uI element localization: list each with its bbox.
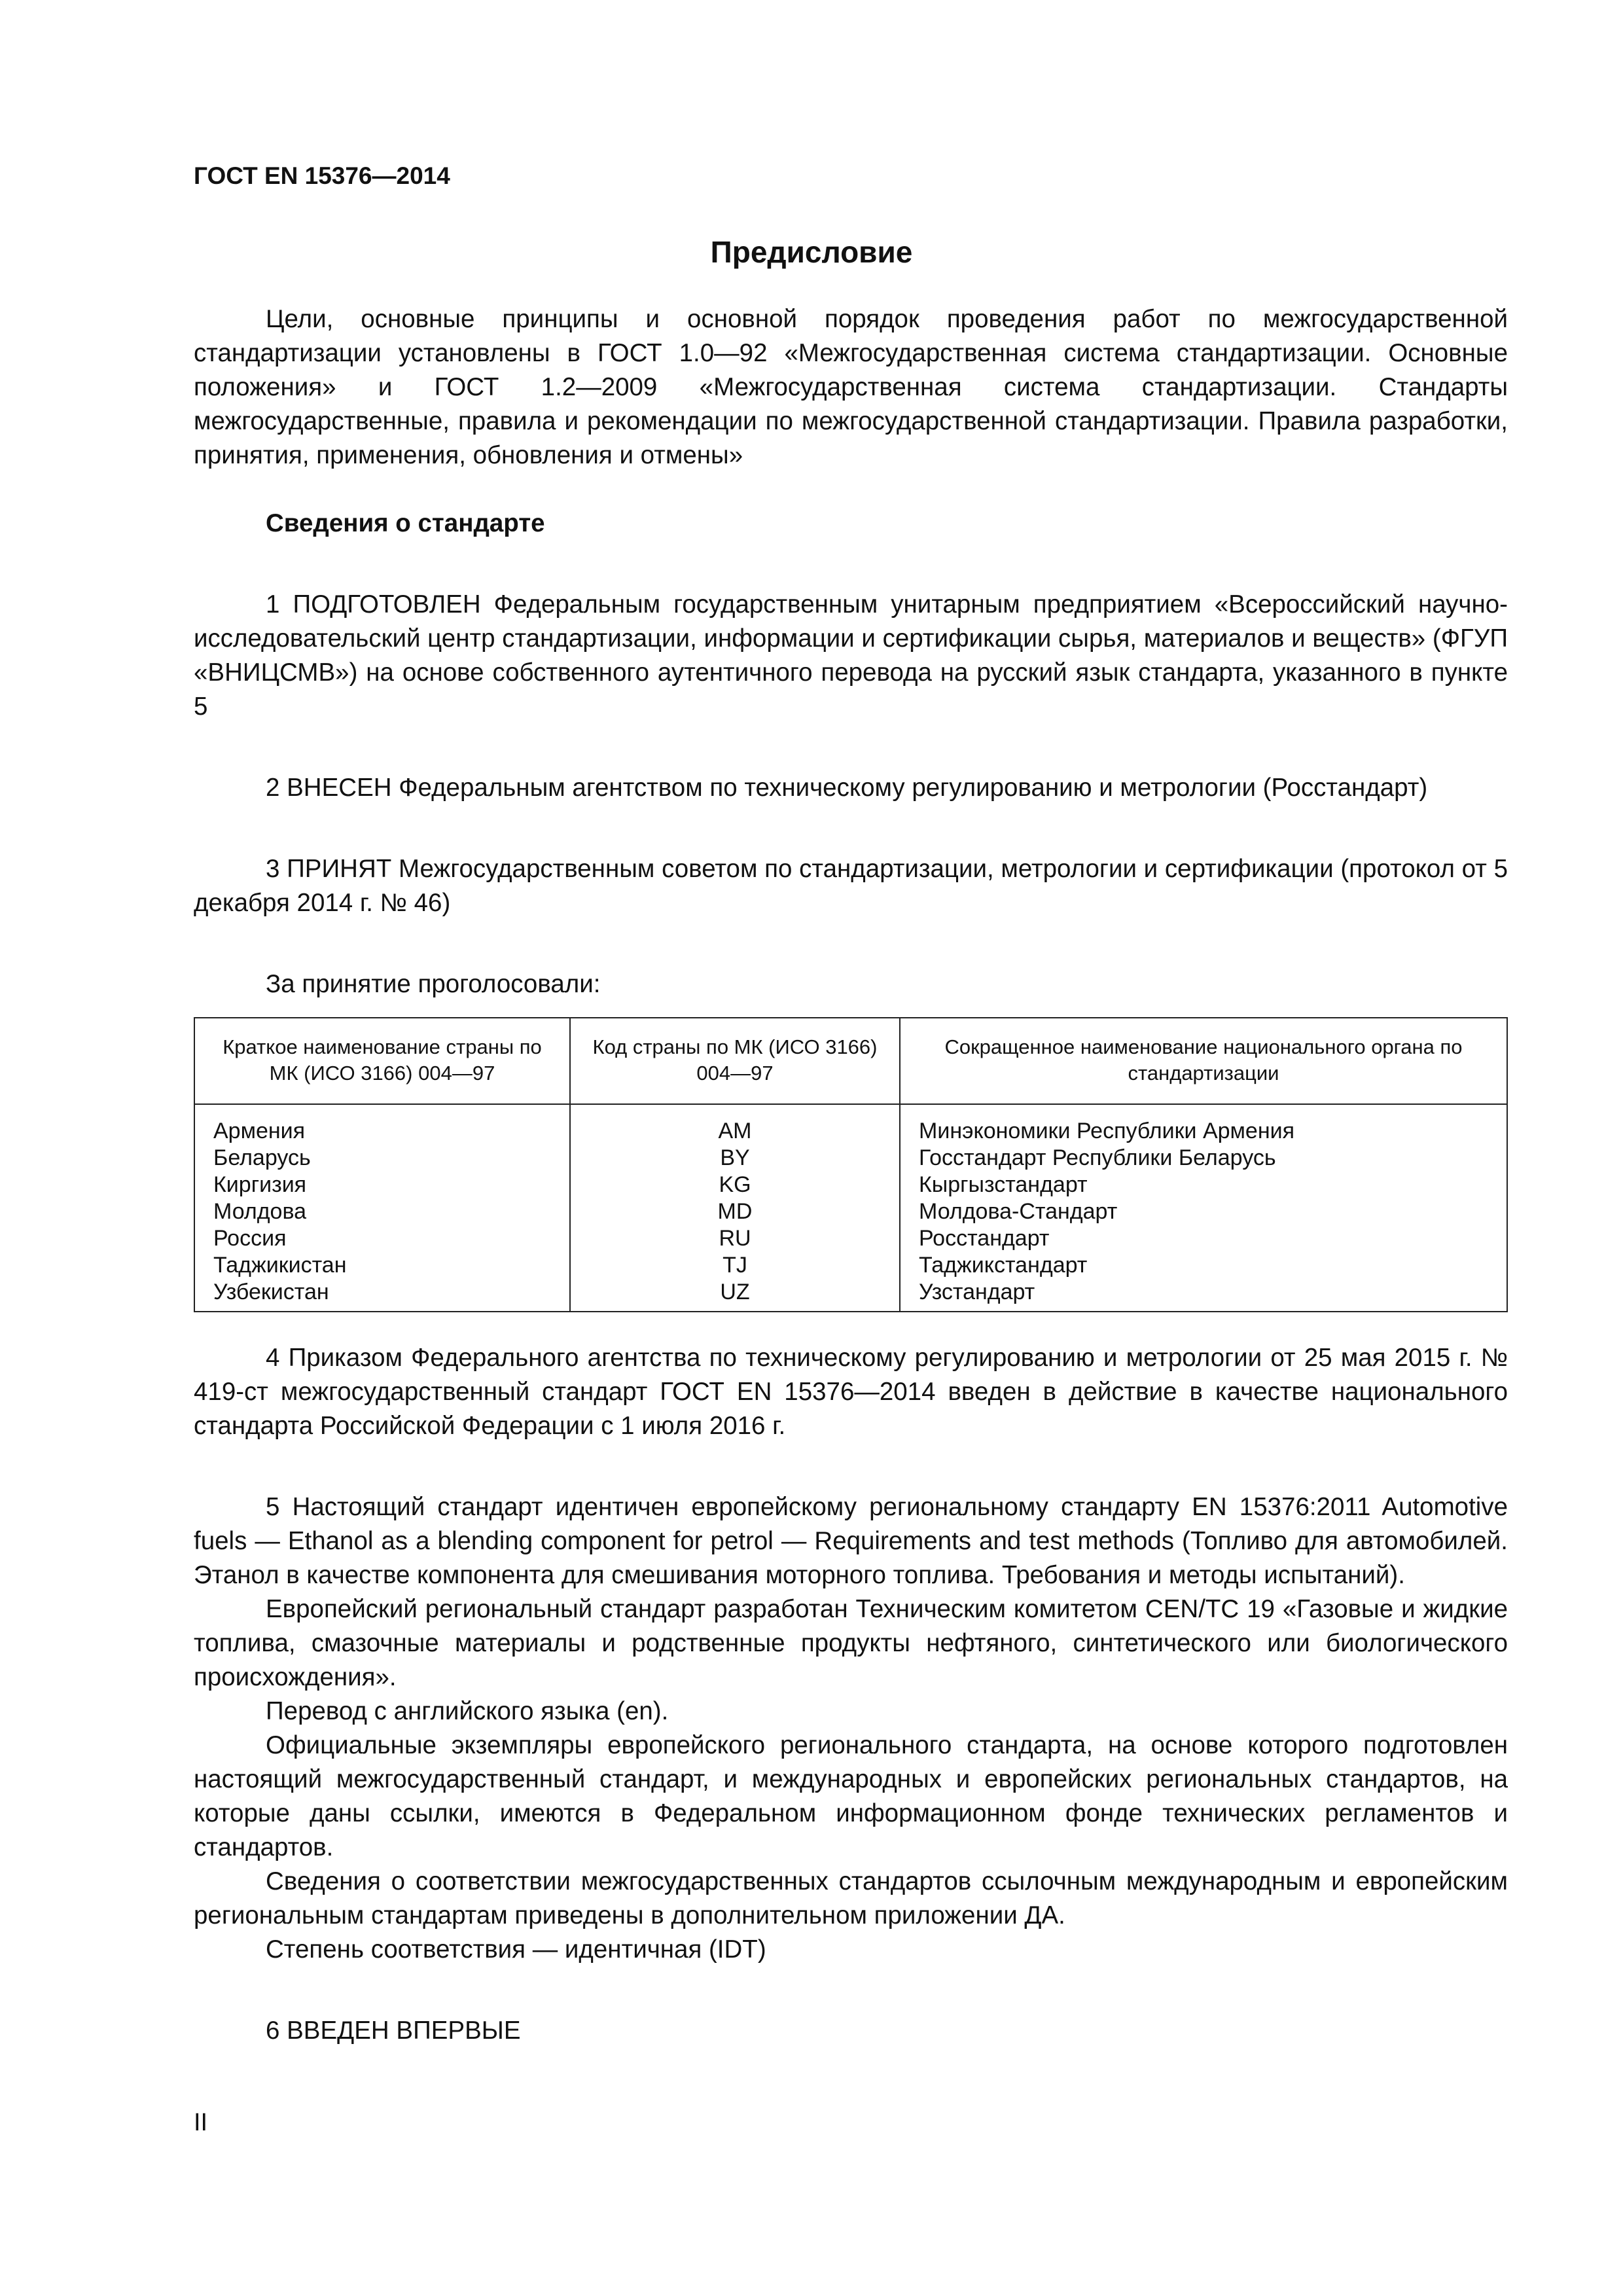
- national-body: Минэкономики Республики Армения: [900, 1104, 1507, 1145]
- document-code-header: ГОСТ EN 15376—2014: [194, 162, 450, 189]
- item-5-paragraph: 5 Настоящий стандарт идентичен европейскому региональному стандарту EN 15376:2011 Automotive fuels — Ethanol as a blending component for petrol — Requirements and test methods (Топливо для автомобилей. Этанол в качестве компонента для смешивания моторного топлива. Требования и методы испытаний).: [194, 1493, 1508, 1589]
- national-body: Таджикстандарт: [900, 1252, 1507, 1279]
- item-4-paragraph: 4 Приказом Федерального агентства по техническому регулированию и метрологии от 25 мая 2015 г. № 419-ст межгосударственный стандарт ГОСТ EN 15376—2014 введен в действие в качестве национального стандарта Российской Федерации с 1 июля 2016 г.: [194, 1344, 1508, 1440]
- table-row: [194, 1198, 1507, 1225]
- foreword-body: [194, 302, 1508, 2048]
- country-name: Молдова: [194, 1198, 570, 1225]
- country-name: Беларусь: [194, 1145, 570, 1172]
- country-code: KG: [570, 1172, 900, 1198]
- country-code: MD: [570, 1198, 900, 1225]
- table-row: [194, 1225, 1507, 1252]
- country-code: UZ: [570, 1279, 900, 1312]
- item-5-translation-note: Перевод с английского языка (en).: [266, 1697, 669, 1725]
- national-body: Узстандарт: [900, 1279, 1507, 1312]
- item-6-paragraph: 6 ВВЕДЕН ВПЕРВЫЕ: [266, 2017, 521, 2045]
- vote-intro: За принятие проголосовали:: [266, 970, 601, 998]
- table-row: [194, 1145, 1507, 1172]
- item-5-origin-paragraph: Европейский региональный стандарт разработан Техническим комитетом CEN/TC 19 «Газовые и жидкие топлива, смазочные материалы и родственные продукты нефтяного, синтетического или биологического происхождения».: [194, 1595, 1508, 1691]
- table-row: [194, 1279, 1507, 1312]
- item-5-conformity-degree: Степень соответствия — идентичная (IDT): [266, 1935, 766, 1964]
- section-heading: Сведения о стандарте: [266, 509, 545, 537]
- country-name: Россия: [194, 1225, 570, 1252]
- country-code: BY: [570, 1145, 900, 1172]
- national-body: Госстандарт Республики Беларусь: [900, 1145, 1507, 1172]
- item-5-correspondence-paragraph: Сведения о соответствии межгосударственных стандартов ссылочным международным и европейским региональным стандартам приведены в дополнительном приложении ДА.: [194, 1867, 1508, 1929]
- country-name: Киргизия: [194, 1172, 570, 1198]
- page-number: II: [194, 2109, 208, 2136]
- voting-table: [194, 1017, 1508, 1312]
- page-title: Предисловие: [710, 235, 913, 269]
- header-national-body: Сокращенное наименование национального органа по стандартизации: [900, 1018, 1507, 1104]
- item-1-paragraph: 1 ПОДГОТОВЛЕН Федеральным государственным унитарным предприятием «Всероссийский научно-исследовательский центр стандартизации, информации и сертификации сырья, материалов и веществ» (ФГУП «ВНИЦСМВ») на основе собственного аутентичного перевода на русский язык стандарта, указанного в пункте 5: [194, 590, 1508, 721]
- item-5-official-copies-paragraph: Официальные экземпляры европейского регионального стандарта, на основе которого подготовлен настоящий межгосударственный стандарт, и международных и европейских региональных стандартов, на которые даны ссылки, имеются в Федеральном информационном фонде технических регламентов и стандартов.: [194, 1731, 1508, 1861]
- country-code: RU: [570, 1225, 900, 1252]
- country-name: Армения: [194, 1104, 570, 1145]
- table-row: [194, 1252, 1507, 1279]
- item-2-paragraph: 2 ВНЕСЕН Федеральным агентством по техническому регулированию и метрологии (Росстандарт): [266, 774, 1428, 802]
- header-country-code: Код страны по МК (ИСО 3166) 004—97: [570, 1018, 900, 1104]
- item-3-paragraph: 3 ПРИНЯТ Межгосударственным советом по стандартизации, метрологии и сертификации (протокол от 5 декабря 2014 г. № 46): [194, 855, 1508, 917]
- intro-paragraph: Цели, основные принципы и основной порядок проведения работ по межгосударственной стандартизации установлены в ГОСТ 1.0—92 «Межгосударственная система стандартизации. Основные положения» и ГОСТ 1.2—2009 «Межгосударственная система стандартизации. Стандарты межгосударственные, правила и рекомендации по межгосударственной стандартизации. Правила разработки, принятия, применения, обновления и отмены»: [194, 305, 1508, 469]
- country-name: Таджикистан: [194, 1252, 570, 1279]
- table-row: [194, 1104, 1507, 1145]
- country-code: TJ: [570, 1252, 900, 1279]
- national-body: Росстандарт: [900, 1225, 1507, 1252]
- national-body: Молдова-Стандарт: [900, 1198, 1507, 1225]
- table-row: [194, 1172, 1507, 1198]
- country-code: AM: [570, 1104, 900, 1145]
- national-body: Кыргызстандарт: [900, 1172, 1507, 1198]
- header-country-name: Краткое наименование страны по МК (ИСО 3166) 004—97: [194, 1018, 570, 1104]
- table-header-row: [194, 1018, 1507, 1104]
- country-name: Узбекистан: [194, 1279, 570, 1312]
